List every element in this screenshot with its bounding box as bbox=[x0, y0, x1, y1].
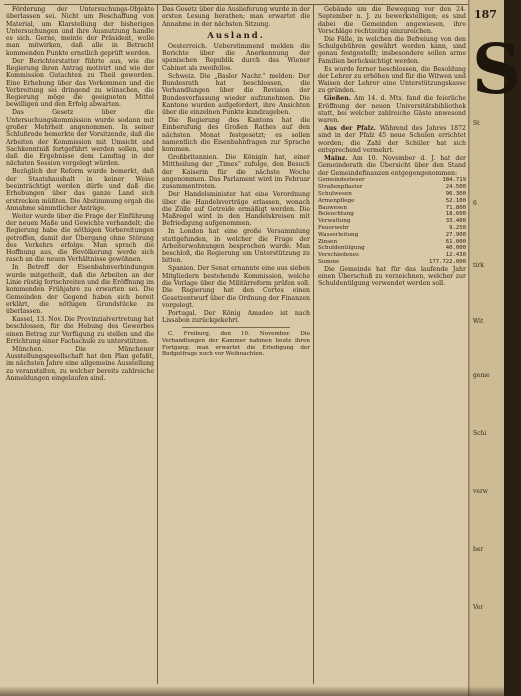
table-key: Beleuchtung bbox=[318, 211, 354, 218]
table-row bbox=[318, 205, 466, 212]
table-key: Verwaltung bbox=[318, 218, 351, 225]
table-value: 40.000 bbox=[445, 245, 466, 252]
side-fragment: Ver bbox=[473, 604, 484, 611]
paragraph: In London hat eine große Versammlung stattgefunden, in welcher die Frage der Arbeiterwohnungen besprochen wurde. Man beschloß, die Regierung um Unterstützung zu bitten. bbox=[162, 228, 310, 265]
paragraph: Die Fälle, in welchen die Befreiung von den Schulgebühren gewährt werden kann, sind genau festgestellt; insbesondere sollen arme Familien berücksichtigt werden. bbox=[318, 35, 466, 65]
table-key: Feuerwehr bbox=[318, 224, 349, 231]
table-value: 24.500 bbox=[445, 184, 466, 191]
section-text-mainz: Am 10. November d. J. hat der Gemeinderath die Übersicht über den Stand der Gemeindefinanzen entgegengenommen: bbox=[318, 154, 467, 177]
table-key: Summe bbox=[318, 258, 340, 265]
table-row bbox=[318, 232, 466, 239]
paragraph: Förderung der Untersuchungs-Objekte überlassen sei. Nicht um Beschaffung von Material, um Klarstellung der bisherigen Untersuchungen und ihre Ausnutzung handle es sich. Gerne, meinte der Präsident, wolle man mitwirken, daß alle in Betracht kommenden Punkte ernstlich geprüft werden. bbox=[6, 6, 154, 57]
paragraph: Oesterreich. Ueberstimmend melden die Berichte über die Anerkennung der spanischen Republik durch das Wiener Cabinet als zweifellos. bbox=[162, 42, 310, 72]
section-heading-giessen: Gießen. bbox=[324, 95, 351, 103]
column-divider bbox=[157, 4, 158, 684]
column-divider bbox=[313, 4, 314, 684]
table-value: 12.430 bbox=[445, 252, 466, 259]
paragraph: Kassel, 13. Nov. Die Provinzialvertretung hat beschlossen, für die Hebung des Gewerbes einen Betrag zur Verfügung zu stellen und die Errichtung einer Fachschule zu unterstützen. bbox=[6, 316, 154, 345]
paragraph: Die Regierung des Kantons hat die Einberufung des Großen Rathes auf den nächsten Monat festgesetzt; es sollen namentlich die Eisenbahnfragen zur Sprache kommen. bbox=[162, 117, 310, 154]
table-key: Gemeindesteuer bbox=[318, 177, 365, 184]
side-fragment: 6 bbox=[473, 200, 477, 207]
section-heading-pfalz: Aus der Pfalz. bbox=[324, 125, 376, 133]
separator bbox=[182, 327, 290, 328]
side-fragment: tirk bbox=[473, 262, 484, 269]
paragraph: Spanien. Der Senat ernannte eine aus sieben Mitgliedern bestehende Kommission, welche die Vorlage über die Militärreform prüfen soll. Die Regierung hat den Cortes einen Gesetzentwurf über die Ordnung der Finanzen vorgelegt. bbox=[162, 265, 310, 309]
table-value: 61.000 bbox=[445, 238, 466, 245]
top-rule bbox=[4, 0, 504, 5]
column-3 bbox=[318, 6, 466, 686]
table-key: Straßenpflaster bbox=[318, 184, 363, 191]
column-2 bbox=[162, 6, 310, 686]
side-fragment: St bbox=[473, 120, 480, 127]
table-row bbox=[318, 245, 466, 252]
paragraph: Es wurde ferner beschlossen, die Besoldung der Lehrer zu erhöhen und für die Witwen und Waisen der Lehrer eine Unterstützungskasse zu gründen. bbox=[318, 65, 466, 95]
table-key: Zinsen bbox=[318, 238, 338, 245]
table-value: 96.300 bbox=[445, 190, 466, 197]
table-value: 184.719 bbox=[442, 177, 466, 184]
section-heading-mainz: Mainz. bbox=[324, 154, 348, 162]
paragraph: Der Berichterstatter führte aus, wie die Regierung ihren Antrag motivirt und wie der Kommission Gutachten zu Theil geworden. Eine Erhebung über das Vorkommen und die Verbreitung sei dringend zu wünschen, die Regierung möge die geeigneten Mittel bewilligen und den Erfolg abwarten. bbox=[6, 57, 154, 109]
paragraph: In Betreff der Eisenbahnverbindungen wurde mitgetheilt, daß die Arbeiten an der Linie rüstig fortschreiten und die Eröffnung im kommenden Frühjahre zu erwarten sei. Die Gemeinden der Gegend haben sich bereit erklärt, die nöthigen Grundstücke zu überlassen. bbox=[6, 264, 154, 316]
side-fragment: Schi bbox=[473, 430, 487, 437]
column-1 bbox=[6, 6, 154, 686]
footer-note: C. Freiburg, den 10. November. Die Verhandlungen der Kammer nahmen heute ihren Fortgang; man erwartet die Erledigung der Budgetfrage noch vor Weihnachten. bbox=[162, 331, 310, 358]
paragraph: Das Gesetz über die Untersuchungskommission wurde sodann mit großer Mehrheit angenommen. In seiner Schlußrede bemerkte der Vorsitzende, daß die Arbeiten der Kommission mit Umsicht und Sachkenntniß fortgeführt werden sollen, und daß die Ergebnisse dem Landtag in der nächsten Session vorgelegt würden. bbox=[6, 109, 154, 168]
table-value: 18.600 bbox=[445, 211, 466, 218]
finance-table bbox=[318, 177, 466, 265]
table-row bbox=[318, 191, 466, 198]
paragraph: Der Handelsminister hat eine Verordnung über die Handelsverträge erlassen, wonach die Zölle auf Getreide ermäßigt werden. Die Maßregel wird in den Handelskreisen mit Befriedigung aufgenommen. bbox=[162, 191, 310, 228]
table-value: 27.900 bbox=[445, 231, 466, 238]
side-fragment: Wit bbox=[473, 318, 484, 325]
column-2-body bbox=[162, 43, 310, 324]
table-key: Bauwesen bbox=[318, 204, 347, 211]
table-row bbox=[318, 218, 466, 225]
section-heading-ausland: Ausland. bbox=[207, 30, 265, 41]
table-row bbox=[318, 198, 466, 205]
section-text-pfalz: Während des Jahres 1872 sind in der Pfalz 45 neue Schulen errichtet worden; die Zahl der Schüler hat sich entsprechend vermehrt. bbox=[318, 125, 466, 155]
side-fragment: geme bbox=[473, 372, 490, 379]
paragraph: München. Die Münchener Ausstellungsgesellschaft hat den Plan gefaßt, im nächsten Jahre eine allgemeine Ausstellung zu veranstalten, zu welcher bereits zahlreiche Anmeldungen eingelaufen sind. bbox=[6, 345, 154, 382]
paragraph: Großbritannien. Die Königin hat, einer Mittheilung der „Times“ zufolge, den Besuch der Kaiserin für die nächste Woche angenommen. Das Parlament wird im Februar zusammentreten. bbox=[162, 154, 310, 191]
closing-paragraph: Die Gemeinde hat für das laufende Jahr einen Überschuß zu verzeichnen, welcher zur Schuldentilgung verwendet werden soll. bbox=[318, 265, 466, 288]
table-value: 33.400 bbox=[445, 218, 466, 225]
table-row bbox=[318, 259, 466, 266]
table-row bbox=[318, 211, 466, 218]
table-row bbox=[318, 239, 466, 246]
table-key: Verschiedenes bbox=[318, 252, 359, 259]
intro-paragraph: Das Gesetz über die Auslieferung wurde in der ersten Lesung berathen; man erwartet die Annahme in der nächsten Sitzung. bbox=[162, 6, 310, 28]
section-text-giessen: Am 14. d. Mts. fand die feierliche Eröffnung der neuen Universitätsbibliothek statt, bei welcher zahlreiche Gäste anwesend waren. bbox=[318, 95, 467, 125]
table-row bbox=[318, 184, 466, 191]
table-key: Wasserleitung bbox=[318, 231, 359, 238]
paragraph: Schweiz. Die „Basler Nachr.“ melden: Der Bundesrath hat beschlossen, die Verhandlungen über die Revision der Bundesverfassung wieder aufzunehmen. Die Kantone wurden aufgefordert, ihre Ansichten über die einzelnen Punkte kundzugeben. bbox=[162, 72, 310, 117]
table-row bbox=[318, 252, 466, 259]
column-3-body bbox=[318, 6, 466, 95]
bottom-edge-shadow bbox=[0, 686, 504, 696]
table-value: 9.250 bbox=[449, 224, 466, 231]
paragraph: Bezüglich der Reform wurde bemerkt, daß der Staatshaushalt in keiner Weise beeinträchtigt werden dürfe und daß die Erhebungen über das ganze Land sich erstrecken müßten. Die Abstimmung ergab die Annahme sämmtlicher Anträge. bbox=[6, 168, 154, 212]
year-fragment: 187 bbox=[474, 8, 497, 21]
table-key: Schulwesen bbox=[318, 190, 352, 197]
side-fragment: verw bbox=[473, 488, 488, 495]
adjacent-page-strip bbox=[470, 0, 521, 696]
table-value: 71.800 bbox=[445, 204, 466, 211]
side-fragment: ber bbox=[473, 546, 484, 553]
paragraph: Portugal. Der König Amadeo ist nach Lissabon zurückgekehrt. bbox=[162, 309, 310, 325]
table-row bbox=[318, 225, 466, 232]
table-value: 177.722.000 bbox=[428, 258, 466, 265]
masthead-letter: S bbox=[472, 30, 521, 110]
table-key: Armenpflege bbox=[318, 197, 355, 204]
paragraph: Gebäude um die Bewegung vor den 24. September n. J. zu bewerkstelligen; es sind dabei die Gemeinden angewiesen, ihre Vorschläge rechtzeitig einzureichen. bbox=[318, 6, 466, 35]
paragraph: Weiter wurde über die Frage der Einführung der neuen Maße und Gewichte verhandelt; die Regierung habe die nöthigen Vorbereitungen getroffen, damit der Übergang ohne Störung des Verkehrs erfolge. Man sprach die Hoffnung aus, die Bevölkerung werde sich rasch an die neuen Verhältnisse gewöhnen. bbox=[6, 212, 154, 264]
table-value: 52.100 bbox=[445, 197, 466, 204]
table-row bbox=[318, 177, 466, 184]
table-key: Schuldentilgung bbox=[318, 245, 365, 252]
